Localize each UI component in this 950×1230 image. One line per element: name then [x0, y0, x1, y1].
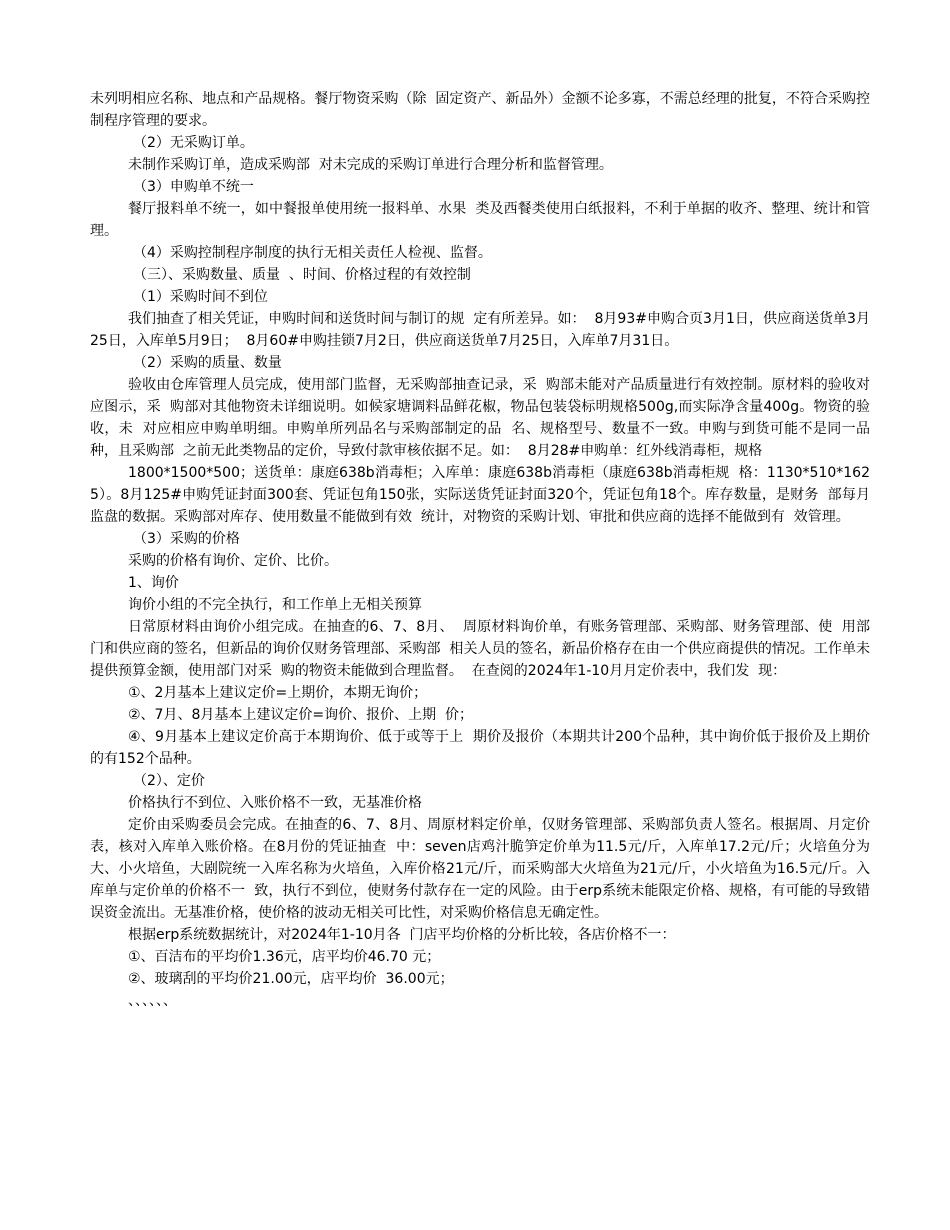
paragraph: （4）采购控制程序制度的执行无相关责任人检视、监督。 [133, 245, 492, 261]
paragraph: （1）采购时间不到位 [133, 289, 268, 305]
paragraph: （2）无采购订单。 [133, 135, 254, 151]
paragraph: 价格执行不到位、入账价格不一致，无基准价格 [128, 795, 422, 811]
paragraph: 定价由采购委员会完成。在抽查的6、7、8月、周原材料定价单，仅财务管理部、采购部负责人签名。根据周、月定价表，核对入库单入账价格。在8月份的凭证抽查 中：seven店鸡汁脆笋定价单为11.5元/斤，入库单17.2元/斤；火培鱼分为大、小火培鱼，大剧院统一入库名称为火培鱼，入库价格21元/斤，而采购部大火培鱼为21元/斤，小火培鱼为16.5元/斤。入库单与定价单的价格不一 致，执行不到位，使财务付款存在一定的风险。由于erp系统未能限定价格、规格，有可能的导致错误资金流出。无基准价格，使价格的波动无相关可比性，对采购价格信息无确定性。 [90, 817, 870, 921]
paragraph: 、、、、、、 [128, 993, 177, 1009]
paragraph: 我们抽查了相关凭证，申购时间和送货时间与制订的规 定有所差异。如： 8月93#申购合页3月1日，供应商送货单3月25日，入库单5月9日； 8月60#申购挂锁7月2日，供应商送货单7月25日，入库单7月31日。 [90, 311, 870, 349]
document-body [90, 88, 879, 1012]
paragraph: 日常原材料由询价小组完成。在抽查的6、7、8月、 周原材料询价单，有账务管理部、采购部、财务管理部、使 用部门和供应商的签名，但新品的询价仅财务管理部、采购部 相关人员的签名，新品价格存在由一个供应商提供的情况。工作单未提供预算金额，使用部门对采 购的物资未能做到合理监督。 在查阅的2024年1-10月月定价表中，我们发 现： [90, 619, 870, 679]
paragraph: ④、9月基本上建议定价高于本期询价、低于或等于上 期价及报价（本期共计200个品种，其中询价低于报价及上期价的有152个品种。 [90, 729, 870, 767]
paragraph: （2）、定价 [133, 773, 205, 789]
paragraph: 餐厅报料单不统一，如中餐报单使用统一报料单、水果 类及西餐类使用白纸报料，不利于单据的收齐、整理、统计和管理。 [90, 201, 870, 239]
paragraph: 验收由仓库管理人员完成，使用部门监督，无采购部抽查记录，采 购部未能对产品质量进行有效控制。原材料的验收对应图示，采 购部对其他物资未详细说明。如候家塘调料品鲜花椒，物品包装袋标明规格500g,而实际净含量400g。物资的验收，未 对应相应申购单明细。申购单所列品名与采购部制定的品 名、规格型号、数量不一致。申购与到货可能不是同一品种，且采购部 之前无此类物品的定价，导致付款审核依据不足。如： 8月28#申购单：红外线消毒柜，规格 [90, 377, 870, 459]
paragraph: （2）采购的质量、数量 [133, 355, 282, 371]
paragraph: 未列明相应名称、地点和产品规格。餐厅物资采购（除 固定资产、新品外）金额不论多寡，不需总经理的批复，不符合采购控 制程序管理的要求。 [90, 91, 879, 129]
paragraph: （3）申购单不统一 [133, 179, 254, 195]
paragraph: 根据erp系统数据统计，对2024年1-10月各 门店平均价格的分析比较，各店价格不一： [128, 927, 676, 943]
paragraph: 未制作采购订单，造成采购部 对未完成的采购订单进行合理分析和监督管理。 [128, 157, 613, 173]
paragraph: ①、百洁布的平均价1.36元，店平均价46.70 元； [128, 949, 441, 965]
paragraph: （三）、采购数量、质量 、时间、价格过程的有效控制 [133, 267, 471, 283]
paragraph: ①、2月基本上建议定价=上期价，本期无询价； [128, 685, 428, 701]
paragraph: 采购的价格有询价、定价、比价。 [128, 553, 338, 569]
paragraph: 1800*1500*500；送货单：康庭638b消毒柜；入库单：康庭638b消毒柜（康庭638b消毒柜规 格：1130*510*1625）。8月125#申购凭证封面300套、凭证包角150张，实际送货凭证封面320个，凭证包角18个。库存数量，是财务 部每月监盘的数据。采购部对库存、使用数量不能做到有效 统计，对物资的采购计划、审批和供应商的选择不能做到有 效管理。 [90, 465, 870, 525]
paragraph: 询价小组的不完全执行，和工作单上无相关预算 [128, 597, 422, 613]
paragraph: ②、玻璃刮的平均价21.00元，店平均价 36.00元； [128, 971, 454, 987]
paragraph: ②、7月、8月基本上建议定价=询价、报价、上期 价； [128, 707, 473, 723]
paragraph: 1、询价 [128, 575, 179, 591]
paragraph: （3）采购的价格 [133, 531, 240, 547]
